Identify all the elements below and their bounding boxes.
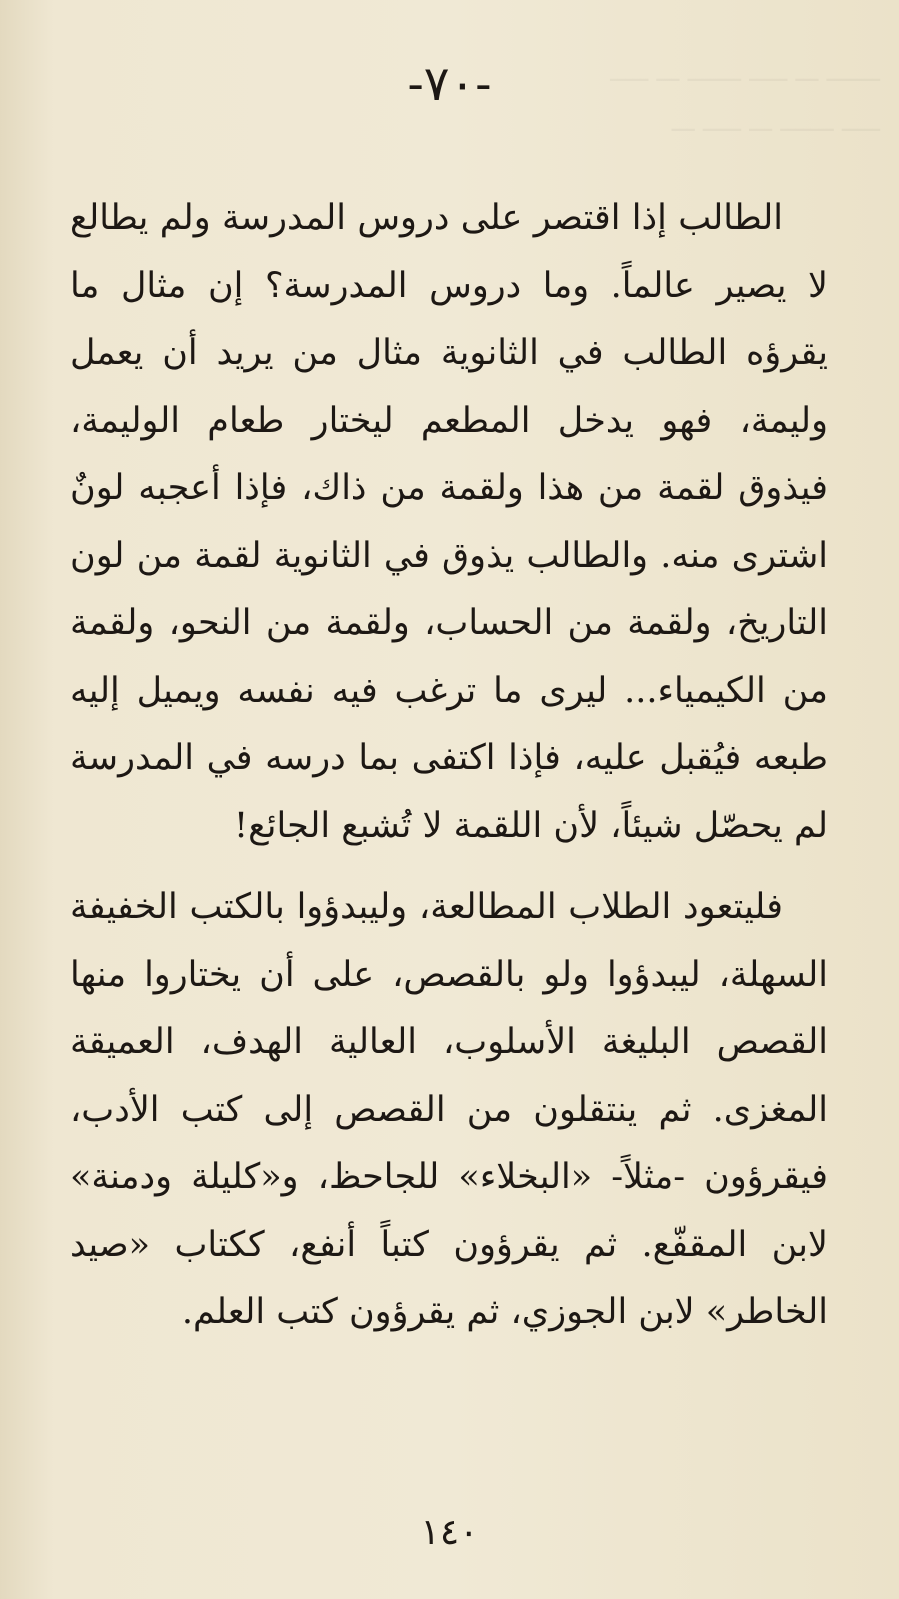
paragraph-1: الطالب إذا اقتصر على دروس المدرسة ولم يطالع لا يصير عالماً. وما دروس المدرسة؟ إن مثال ما يقرؤه الطالب في الثانوية مثال من يريد أن يعمل وليمة، فهو يدخل المطعم ليختار طعام الوليمة، فيذوق لقمة من هذا ولقمة من ذاك، فإذا أعجبه لونٌ اشترى منه. والطالب يذوق في الثانوية لقمة من لون التاريخ، ولقمة من الحساب، ولقمة من النحو، ولقمة من الكيمياء... ليرى ما ترغب فيه نفسه ويميل إليه طبعه فيُقبل عليه، فإذا اكتفى بما درسه في المدرسة لم يحصّل شيئاً، لأن اللقمة لا تُشبع الجائع! xyxy=(70,198,828,846)
footer-page-number: ١٤٠ xyxy=(420,1512,479,1553)
body-text xyxy=(70,185,828,1347)
header-page-number: -٧٠- xyxy=(407,56,492,112)
bleed-through-texture: ـــــــ ـــ ـــــ ـــــــ ـــ ـــــ ـــــ ـــــــ ـــ ـــــ ـــ xyxy=(610,58,880,138)
paragraph-2: فليتعود الطلاب المطالعة، وليبدؤوا بالكتب الخفيفة السهلة، ليبدؤوا ولو بالقصص، على أن يختاروا منها القصص البليغة الأسلوب، العالية الهدف، العميقة المغزى. ثم ينتقلون من القصص إلى كتب الأدب، فيقرؤون -مثلاً- «البخلاء» للجاحظ، و«كليلة ودمنة» لابن المقفّع. ثم يقرؤون كتباً أنفع، ككتاب «صيد الخاطر» لابن الجوزي، ثم يقرؤون كتب العلم. xyxy=(70,887,828,1332)
